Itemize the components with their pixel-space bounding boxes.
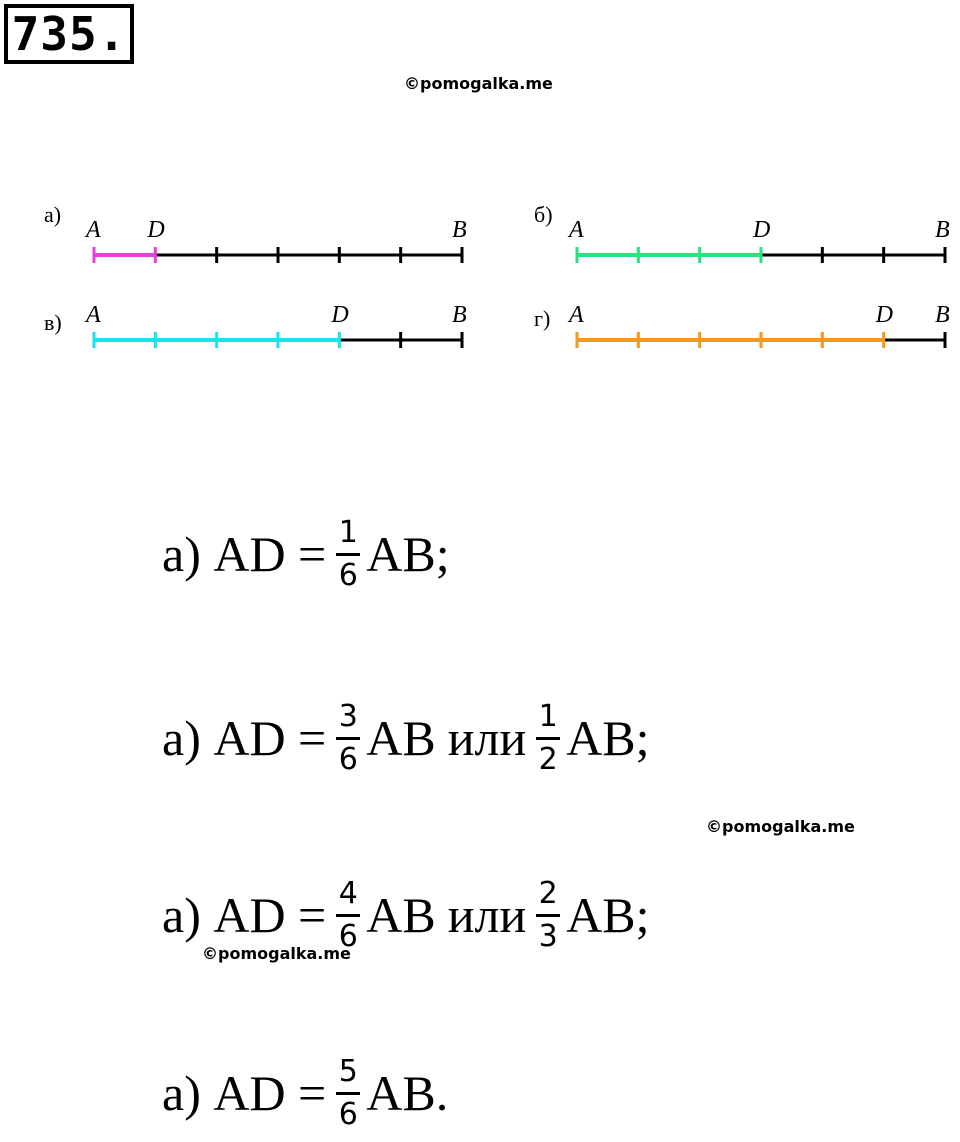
- fraction-numerator: 4: [338, 875, 358, 911]
- fraction-1: [336, 509, 360, 599]
- watermark-bottom: ©pomogalka.me: [202, 944, 351, 963]
- point-d-label: D: [331, 302, 349, 328]
- answer-text: AB: [366, 710, 436, 766]
- watermark-middle: ©pomogalka.me: [706, 817, 855, 836]
- fraction-denominator: 6: [338, 557, 358, 593]
- fraction-numerator: 1: [338, 514, 358, 550]
- problem-number: 735.: [4, 4, 134, 64]
- point-a-label: A: [569, 302, 584, 328]
- point-b-label: B: [935, 217, 950, 243]
- fraction-numerator: 3: [338, 698, 358, 734]
- fraction-2: [536, 693, 560, 783]
- fraction-denominator: 3: [538, 918, 558, 954]
- fraction-1: [336, 1048, 360, 1138]
- answer-suffix: AB;: [566, 710, 650, 766]
- fraction-numerator: 5: [338, 1053, 358, 1089]
- segment-figure: [0, 190, 960, 370]
- answer-line-2: [162, 693, 650, 783]
- fraction-bar: [536, 914, 560, 917]
- answer-line-1: [162, 509, 450, 599]
- point-d-label: D: [875, 302, 894, 328]
- segment-part-label: в): [44, 310, 62, 335]
- fraction-numerator: 2: [538, 875, 558, 911]
- point-d-label: D: [753, 217, 771, 243]
- answer-line-4: [162, 1048, 448, 1138]
- fraction-denominator: 6: [338, 1096, 358, 1132]
- answer-connector: или: [447, 887, 527, 943]
- point-a-label: A: [86, 217, 101, 243]
- answer-text: AB.: [366, 1065, 449, 1121]
- segment-part-label: б): [534, 202, 553, 227]
- fraction-bar: [536, 737, 560, 740]
- fraction-denominator: 6: [338, 741, 358, 777]
- fraction-2: [536, 870, 560, 960]
- answer-connector: или: [447, 710, 527, 766]
- fraction-1: [336, 693, 360, 783]
- answer-prefix: а) AD =: [162, 887, 327, 943]
- point-a-label: A: [569, 217, 584, 243]
- fraction-denominator: 6: [338, 918, 358, 954]
- fraction-bar: [336, 1092, 360, 1095]
- answer-text: AB: [366, 887, 436, 943]
- segment-part-label: а): [44, 202, 62, 227]
- answer-prefix: а) AD =: [162, 526, 327, 582]
- segments-diagram: [0, 190, 960, 370]
- answer-text: AB;: [366, 526, 450, 582]
- segment-part-label: г): [534, 306, 551, 331]
- answer-suffix: AB;: [566, 887, 650, 943]
- answer-prefix: а) AD =: [162, 1065, 327, 1121]
- fraction-numerator: 1: [538, 698, 558, 734]
- point-d-label: D: [147, 217, 165, 243]
- point-b-label: B: [935, 302, 950, 328]
- fraction-denominator: 2: [538, 741, 558, 777]
- point-a-label: A: [86, 302, 101, 328]
- point-b-label: B: [452, 217, 467, 243]
- point-b-label: B: [452, 302, 467, 328]
- answer-prefix: а) AD =: [162, 710, 327, 766]
- fraction-bar: [336, 737, 360, 740]
- fraction-bar: [336, 553, 360, 556]
- fraction-bar: [336, 914, 360, 917]
- watermark-top: ©pomogalka.me: [404, 74, 553, 93]
